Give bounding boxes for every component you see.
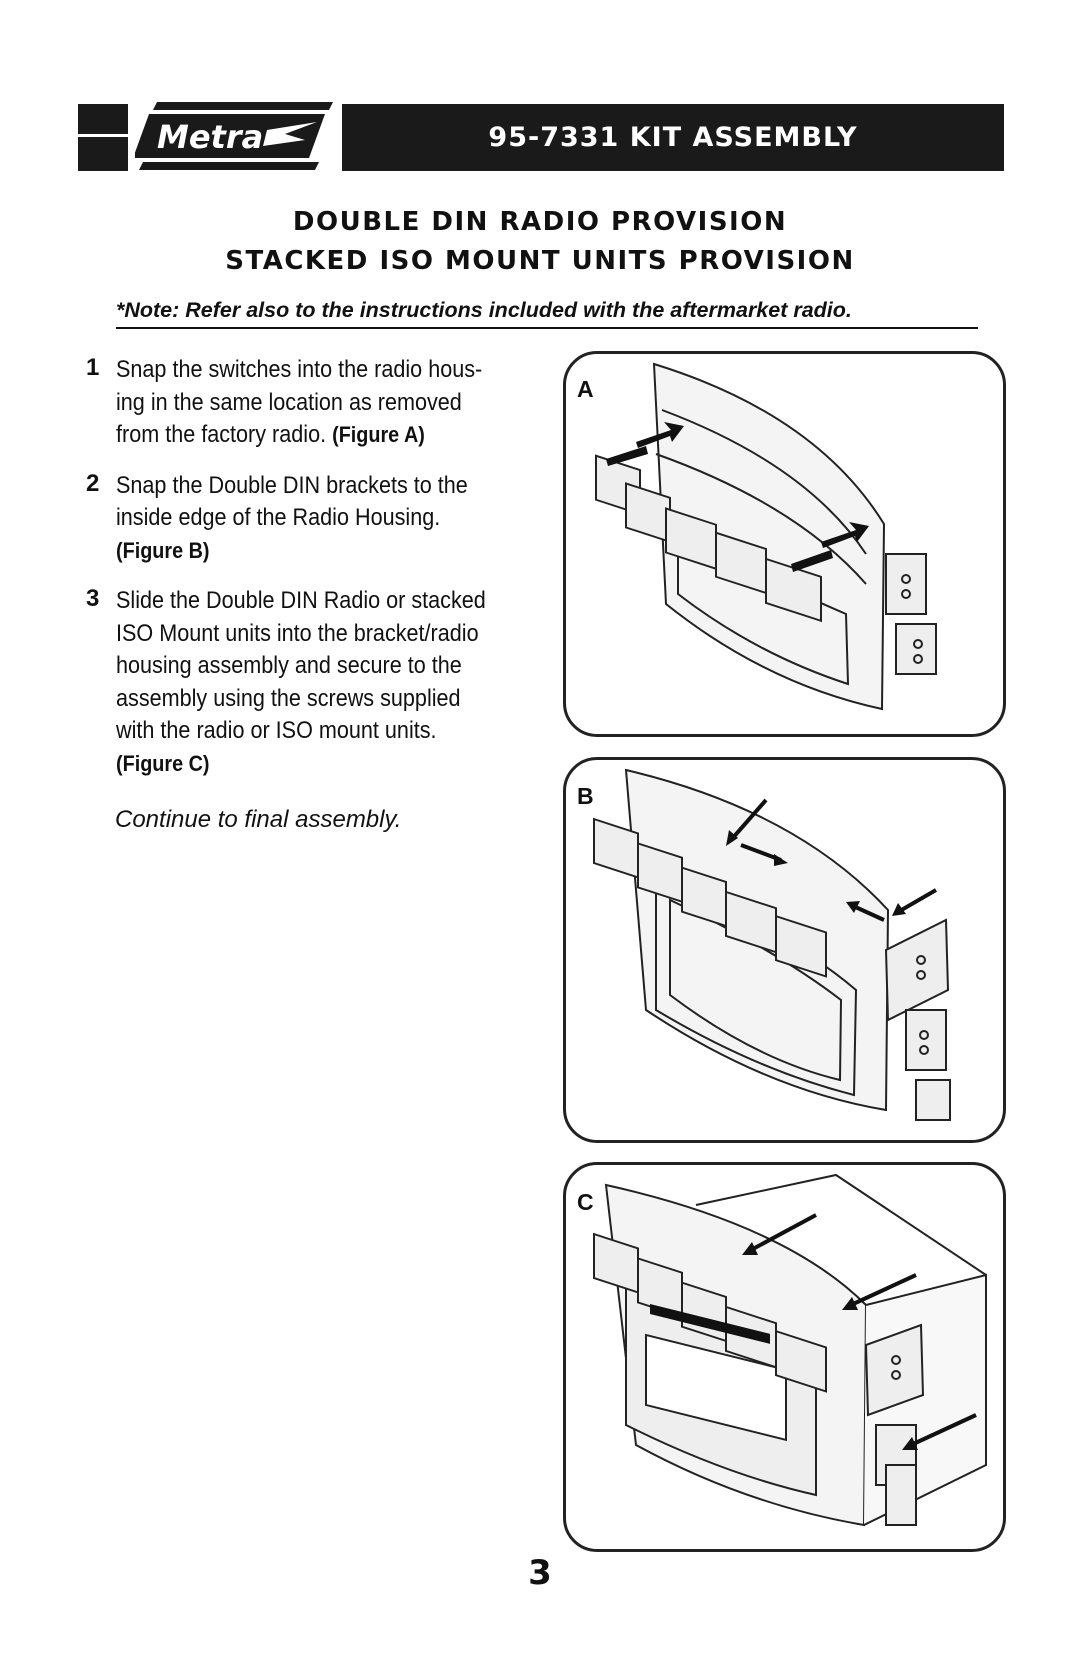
page-title: 95-7331 KIT ASSEMBLY	[488, 122, 858, 153]
page-number: 3	[528, 1553, 552, 1593]
figure-c-illustration	[566, 1165, 1003, 1549]
figure-c	[563, 1162, 1006, 1552]
figure-label-c: C	[577, 1189, 594, 1215]
figure-a-illustration	[566, 354, 1003, 734]
header-left-block	[78, 104, 128, 171]
logo-text: Metra	[157, 118, 264, 156]
figure-b-illustration	[566, 760, 1003, 1140]
step-2	[86, 470, 536, 568]
note: *Note: Refer also to the instructions included with the aftermarket radio.	[116, 298, 978, 329]
metra-logo	[135, 100, 335, 172]
figure-label-b: B	[577, 783, 594, 809]
figure-reference: (Figure B)	[116, 537, 210, 563]
step-number: 1	[86, 354, 100, 381]
figure-reference: (Figure C)	[116, 750, 210, 776]
header-title-bar	[342, 104, 1004, 171]
section-title-2: STACKED ISO MOUNT UNITS PROVISION	[225, 246, 855, 276]
step-3	[86, 585, 536, 780]
figure-reference: (Figure A)	[332, 422, 425, 447]
step-number: 3	[86, 585, 100, 612]
step-text: Snap the switches into the radio hous-ing in the same location as removed from the factory radio.	[116, 356, 483, 448]
figure-label-a: A	[577, 376, 594, 402]
step-text: Slide the Double DIN Radio or stacked ISO Mount units into the bracket/radio housing assembly and secure to the assembly using the screws supplied with the radio or ISO mount units.	[116, 587, 486, 744]
step-text: Snap the Double DIN brackets to the inside edge of the Radio Housing.	[116, 471, 468, 531]
steps-list	[86, 354, 536, 798]
continue-text: Continue to final assembly.	[115, 806, 402, 833]
step-1	[86, 354, 536, 452]
figure-a	[563, 351, 1006, 737]
step-number: 2	[86, 469, 100, 497]
header-left-divider	[78, 134, 128, 137]
section-title-1: DOUBLE DIN RADIO PROVISION	[292, 207, 788, 237]
figure-b	[563, 757, 1006, 1143]
